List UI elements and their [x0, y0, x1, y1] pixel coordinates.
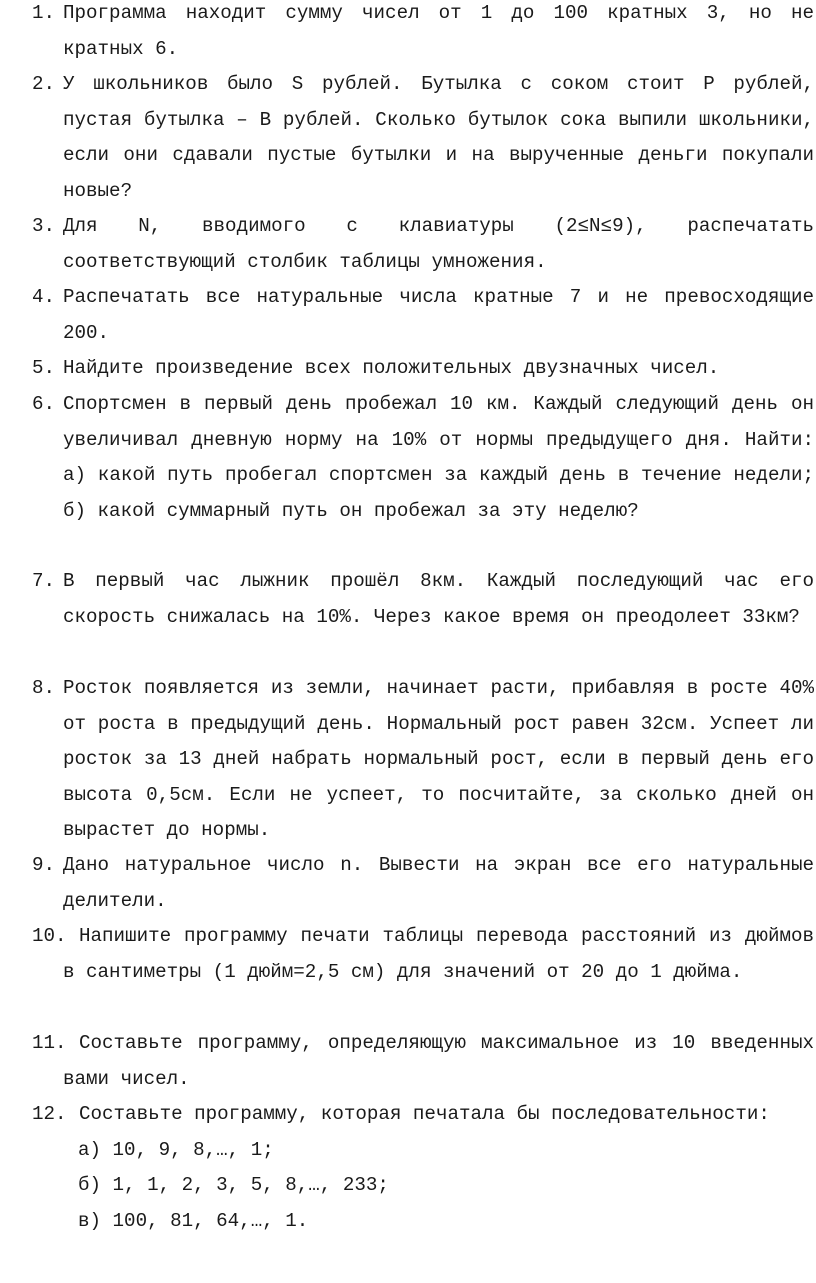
item-text: Распечатать все натуральные числа кратные 7 и не превосходящие 200.	[63, 286, 814, 344]
item-number: 1.	[32, 2, 56, 24]
item-number: 5.	[32, 357, 56, 379]
sequence-a: а) 10, 9, 8,…, 1;	[78, 1138, 274, 1161]
item-number: 3.	[32, 215, 56, 237]
list-item	[0, 1097, 816, 1239]
item-text: У школьников было S рублей. Бутылка с соком стоит P рублей, пустая бутылка – B рублей. Сколько бутылок сока выпили школьники, если они сдавали пустые бутылки и на вырученные деньги покупали новые?	[63, 73, 814, 202]
list-item	[0, 280, 816, 351]
sequence-b: б) 1, 1, 2, 3, 5, 8,…, 233;	[78, 1174, 389, 1197]
item-text: Составьте программу, которая печатала бы последовательности:	[79, 1103, 770, 1125]
list-item	[0, 387, 816, 529]
item-text: Программа находит сумму чисел от 1 до 100 кратных 3, но не кратных 6.	[63, 2, 814, 60]
list-item	[0, 848, 816, 919]
list-item	[0, 0, 816, 67]
sequence-c: в) 100, 81, 64,…, 1.	[78, 1209, 309, 1232]
item-number: 6.	[32, 393, 56, 415]
list-item	[0, 209, 816, 280]
item-number: 2.	[32, 73, 56, 95]
item-text: Найдите произведение всех положительных двузначных чисел.	[63, 357, 720, 379]
item-text: Росток появляется из земли, начинает расти, прибавляя в росте 40% от роста в предыдущий день. Нормальный рост равен 32см. Успеет ли росток за 13 дней набрать нормальный рост, если в первый день его высота 0,5см. Если не успеет, то посчитайте, за сколько дней он вырастет до нормы.	[63, 677, 814, 842]
item-text: Для N, вводимого с клавиатуры (2≤N≤9), распечатать соответствующий столбик таблицы умножения.	[63, 215, 814, 273]
list-item	[0, 1026, 816, 1097]
item-text: Дано натуральное число n. Вывести на экран все его натуральные делители.	[63, 854, 814, 912]
list-item	[0, 919, 816, 990]
item-number: 7.	[32, 570, 56, 592]
item-text: В первый час лыжник прошёл 8км. Каждый последующий час его скорость снижалась на 10%. Через какое время он преодолеет 33км?	[63, 570, 814, 628]
item-text: Спортсмен в первый день пробежал 10 км. Каждый следующий день он увеличивал дневную норму на 10% от нормы предыдущего дня. Найти: а) какой путь пробегал спортсмен за каждый день в течение недели; б) какой суммарный путь он пробежал за эту неделю?	[63, 393, 814, 522]
item-text: Напишите программу печати таблицы перевода расстояний из дюймов в сантиметры (1 дюйм=2,5 см) для значений от 20 до 1 дюйма.	[63, 925, 814, 983]
item-number: 12.	[32, 1103, 67, 1125]
item-text: Составьте программу, определяющую максимальное из 10 введенных вами чисел.	[63, 1032, 814, 1090]
item-number: 9.	[32, 854, 56, 876]
list-item	[0, 351, 816, 387]
item-number: 4.	[32, 286, 56, 308]
list-item	[0, 671, 816, 849]
item-number: 11.	[32, 1032, 67, 1054]
item-number: 10.	[32, 925, 67, 947]
list-item	[0, 564, 816, 635]
item-number: 8.	[32, 677, 56, 699]
list-item	[0, 67, 816, 209]
